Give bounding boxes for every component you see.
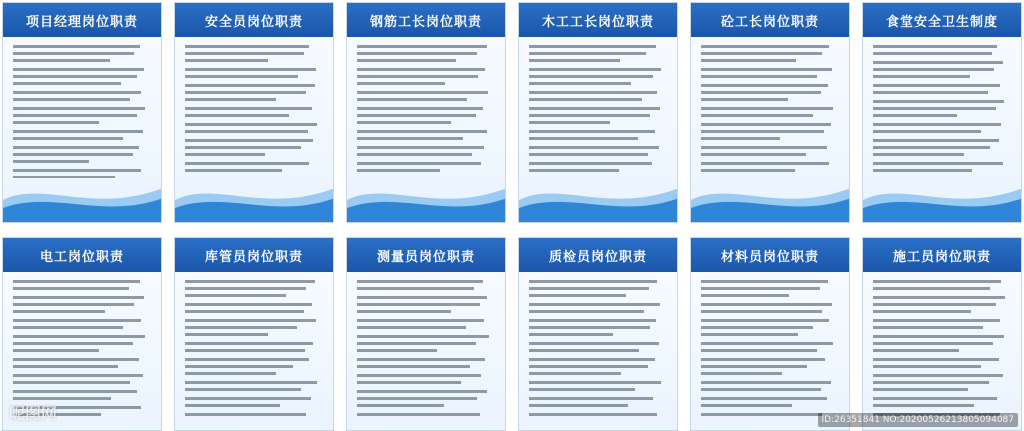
duty-text-lines bbox=[357, 45, 495, 178]
watermark-id: ID:26351841 NO:20200526213805094087 bbox=[818, 413, 1019, 427]
duty-text-lines bbox=[185, 45, 323, 178]
panel-body bbox=[175, 272, 333, 430]
duty-text-lines bbox=[357, 280, 495, 422]
panel-title: 质检员岗位职责 bbox=[519, 238, 677, 272]
panel-warehouse-keeper bbox=[174, 237, 334, 431]
duty-text-lines bbox=[701, 45, 839, 178]
panel-title: 施工员岗位职责 bbox=[863, 238, 1021, 272]
panel-material-clerk bbox=[690, 237, 850, 431]
panel-body bbox=[863, 272, 1021, 430]
panel-construction-worker bbox=[862, 237, 1022, 431]
wave-decoration bbox=[863, 170, 1022, 222]
panel-safety-officer bbox=[174, 2, 334, 223]
panel-title: 砼工长岗位职责 bbox=[691, 3, 849, 37]
panel-title: 食堂安全卫生制度 bbox=[863, 3, 1021, 37]
panel-carpentry-foreman bbox=[518, 2, 678, 223]
duty-text-lines bbox=[529, 45, 667, 178]
panel-title: 测量员岗位职责 bbox=[347, 238, 505, 272]
watermark-logo: 昵图网 bbox=[9, 404, 58, 423]
panel-body bbox=[691, 272, 849, 430]
panel-title: 库管员岗位职责 bbox=[175, 238, 333, 272]
panel-canteen-hygiene bbox=[862, 2, 1022, 223]
wave-decoration bbox=[347, 170, 506, 222]
duty-text-lines bbox=[13, 45, 151, 178]
panel-surveyor bbox=[346, 237, 506, 431]
wave-decoration bbox=[3, 170, 162, 222]
panel-project-manager bbox=[2, 2, 162, 223]
panel-body bbox=[3, 272, 161, 430]
panel-body bbox=[863, 37, 1021, 222]
panel-title: 项目经理岗位职责 bbox=[3, 3, 161, 37]
panel-title: 木工工长岗位职责 bbox=[519, 3, 677, 37]
panel-body bbox=[347, 37, 505, 222]
panel-body bbox=[519, 37, 677, 222]
panel-title: 钢筋工长岗位职责 bbox=[347, 3, 505, 37]
duty-text-lines bbox=[529, 280, 667, 422]
panel-quality-inspector bbox=[518, 237, 678, 431]
panel-title: 电工岗位职责 bbox=[3, 238, 161, 272]
panel-body bbox=[3, 37, 161, 222]
duty-text-lines bbox=[185, 280, 323, 422]
panel-concrete-foreman bbox=[690, 2, 850, 223]
duty-text-lines bbox=[873, 280, 1011, 422]
wave-decoration bbox=[175, 170, 334, 222]
panel-title: 安全员岗位职责 bbox=[175, 3, 333, 37]
wave-decoration bbox=[691, 170, 850, 222]
panel-electrician bbox=[2, 237, 162, 431]
duty-text-lines bbox=[873, 45, 1011, 178]
duty-text-lines bbox=[701, 280, 839, 422]
panel-rebar-foreman bbox=[346, 2, 506, 223]
panel-body bbox=[175, 37, 333, 222]
panel-body bbox=[691, 37, 849, 222]
wave-decoration bbox=[519, 170, 678, 222]
panel-body bbox=[347, 272, 505, 430]
panel-body bbox=[519, 272, 677, 430]
panel-title: 材料员岗位职责 bbox=[691, 238, 849, 272]
